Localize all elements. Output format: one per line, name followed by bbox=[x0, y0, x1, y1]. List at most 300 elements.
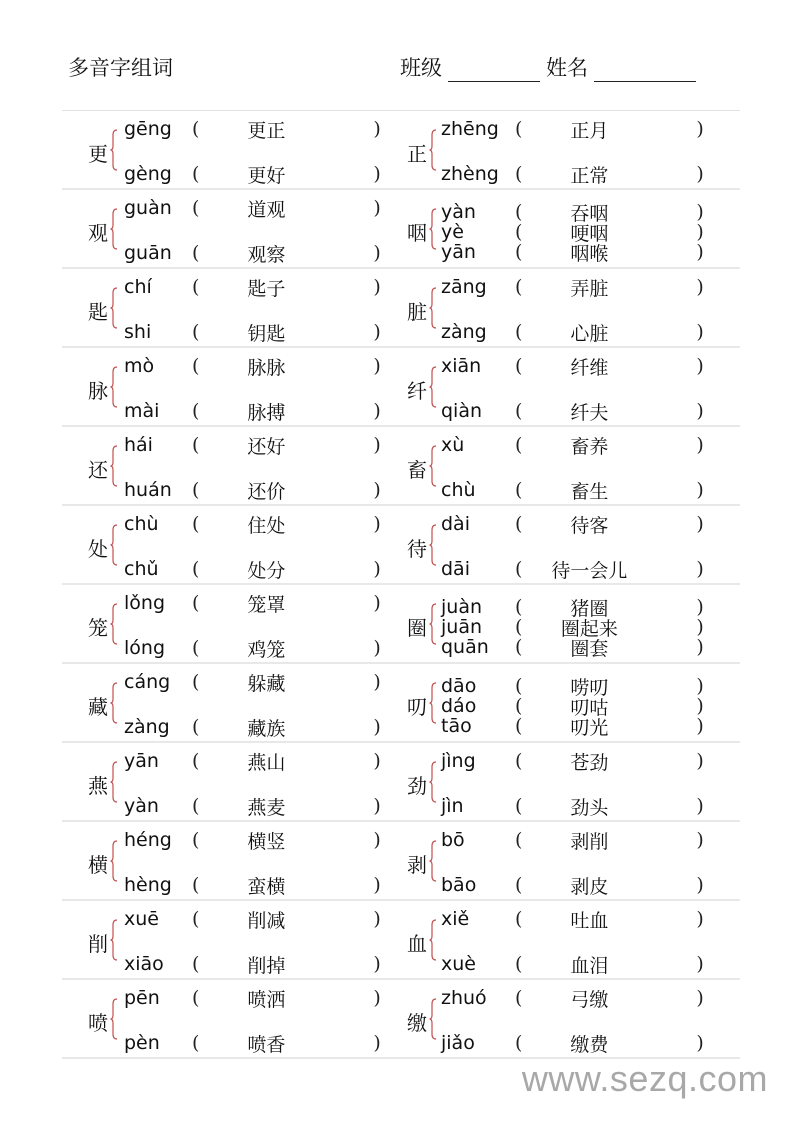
example-word[interactable]: 吐血 bbox=[570, 909, 609, 932]
pinyin: héng bbox=[124, 829, 172, 851]
open-paren: ( bbox=[515, 558, 523, 580]
pinyin: tāo bbox=[441, 715, 472, 737]
open-paren: ( bbox=[192, 750, 200, 772]
reading-line bbox=[124, 670, 401, 694]
reading-line bbox=[441, 952, 740, 976]
polyphone-character: 喷 bbox=[88, 1011, 108, 1035]
close-paren: ) bbox=[696, 479, 704, 501]
example-word[interactable]: 观察 bbox=[247, 243, 286, 266]
pinyin: pēn bbox=[124, 987, 160, 1009]
pinyin: yè bbox=[441, 221, 464, 243]
table-row bbox=[62, 980, 740, 1059]
pinyin: zhèng bbox=[441, 163, 499, 185]
pinyin: dáo bbox=[441, 695, 477, 717]
close-paren: ) bbox=[373, 163, 381, 185]
close-paren: ) bbox=[696, 241, 704, 263]
close-paren: ) bbox=[373, 321, 381, 343]
open-paren: ( bbox=[192, 987, 200, 1009]
pinyin: gēng bbox=[124, 118, 172, 140]
open-paren: ( bbox=[515, 829, 523, 851]
close-paren: ) bbox=[373, 558, 381, 580]
pinyin: guàn bbox=[124, 197, 172, 219]
readings-list bbox=[441, 190, 740, 267]
table-row bbox=[62, 506, 740, 585]
open-paren: ( bbox=[515, 750, 523, 772]
pinyin: pèn bbox=[124, 1032, 160, 1054]
curly-brace-icon bbox=[110, 919, 118, 961]
close-paren: ) bbox=[696, 596, 704, 618]
polyphone-entry bbox=[401, 822, 740, 899]
pinyin: shi bbox=[124, 321, 152, 343]
polyphone-character: 劲 bbox=[407, 774, 427, 798]
open-paren: ( bbox=[515, 874, 523, 896]
example-word[interactable]: 笼罩 bbox=[247, 593, 286, 616]
example-word[interactable]: 正常 bbox=[570, 164, 609, 187]
curly-brace-icon bbox=[110, 840, 118, 882]
polyphone-entry bbox=[401, 348, 740, 425]
close-paren: ) bbox=[696, 513, 704, 535]
example-word[interactable]: 劲头 bbox=[570, 796, 609, 819]
open-paren: ( bbox=[192, 558, 200, 580]
readings-list bbox=[441, 269, 740, 346]
open-paren: ( bbox=[515, 201, 523, 223]
reading-line bbox=[441, 635, 740, 659]
open-paren: ( bbox=[192, 276, 200, 298]
polyphone-entry bbox=[401, 269, 740, 346]
reading-line bbox=[124, 986, 401, 1010]
example-word[interactable]: 纤维 bbox=[570, 356, 609, 379]
reading-line bbox=[124, 433, 401, 457]
pinyin: hái bbox=[124, 434, 153, 456]
readings-list bbox=[124, 743, 401, 820]
curly-brace-icon bbox=[429, 366, 437, 408]
example-word[interactable]: 道观 bbox=[247, 198, 286, 221]
open-paren: ( bbox=[515, 221, 523, 243]
readings-list bbox=[124, 506, 401, 583]
close-paren: ) bbox=[373, 671, 381, 693]
polyphone-character: 正 bbox=[407, 142, 427, 166]
example-word[interactable]: 钥匙 bbox=[247, 322, 286, 345]
example-word[interactable]: 苍劲 bbox=[570, 751, 609, 774]
example-word[interactable]: 纤夫 bbox=[570, 401, 609, 424]
polyphone-entry bbox=[401, 743, 740, 820]
curly-brace-icon bbox=[110, 761, 118, 803]
reading-line bbox=[124, 196, 401, 220]
polyphone-character: 待 bbox=[407, 537, 427, 561]
readings-list bbox=[124, 190, 401, 267]
open-paren: ( bbox=[515, 675, 523, 697]
open-paren: ( bbox=[192, 163, 200, 185]
open-paren: ( bbox=[192, 1032, 200, 1054]
example-word[interactable]: 圈起来 bbox=[560, 617, 618, 640]
curly-brace-icon bbox=[110, 682, 118, 724]
close-paren: ) bbox=[373, 795, 381, 817]
reading-line bbox=[441, 117, 740, 141]
close-paren: ) bbox=[373, 355, 381, 377]
close-paren: ) bbox=[373, 513, 381, 535]
polyphone-character: 叨 bbox=[407, 695, 427, 719]
curly-brace-icon bbox=[429, 208, 437, 250]
example-word[interactable]: 脉脉 bbox=[247, 356, 286, 379]
polyphone-character: 处 bbox=[88, 537, 108, 561]
reading-line bbox=[441, 557, 740, 581]
polyphone-character: 纤 bbox=[407, 379, 427, 403]
readings-list bbox=[124, 111, 401, 188]
reading-line bbox=[124, 636, 401, 660]
close-paren: ) bbox=[696, 321, 704, 343]
close-paren: ) bbox=[696, 201, 704, 223]
pinyin: xiāo bbox=[124, 953, 164, 975]
pinyin: quān bbox=[441, 636, 489, 658]
open-paren: ( bbox=[515, 118, 523, 140]
open-paren: ( bbox=[192, 197, 200, 219]
student-info-fields bbox=[400, 52, 702, 82]
close-paren: ) bbox=[373, 987, 381, 1009]
pinyin: zāng bbox=[441, 276, 487, 298]
pinyin: dài bbox=[441, 513, 470, 535]
open-paren: ( bbox=[192, 434, 200, 456]
pinyin: yàn bbox=[441, 201, 476, 223]
close-paren: ) bbox=[696, 118, 704, 140]
pinyin: zhēng bbox=[441, 118, 499, 140]
polyphone-entry bbox=[62, 190, 401, 267]
close-paren: ) bbox=[373, 829, 381, 851]
polyphone-table bbox=[62, 110, 740, 1059]
open-paren: ( bbox=[192, 400, 200, 422]
polyphone-entry bbox=[62, 664, 401, 741]
example-word[interactable]: 匙子 bbox=[247, 277, 286, 300]
example-word[interactable]: 还好 bbox=[247, 435, 286, 458]
open-paren: ( bbox=[192, 795, 200, 817]
polyphone-character: 藏 bbox=[88, 695, 108, 719]
readings-list bbox=[441, 506, 740, 583]
open-paren: ( bbox=[192, 716, 200, 738]
reading-line bbox=[441, 512, 740, 536]
reading-line bbox=[441, 828, 740, 852]
pinyin: xuè bbox=[441, 953, 476, 975]
reading-line bbox=[441, 320, 740, 344]
open-paren: ( bbox=[192, 671, 200, 693]
open-paren: ( bbox=[192, 908, 200, 930]
polyphone-character: 剥 bbox=[407, 853, 427, 877]
readings-list bbox=[441, 348, 740, 425]
close-paren: ) bbox=[373, 118, 381, 140]
example-word[interactable]: 鸡笼 bbox=[247, 638, 286, 661]
close-paren: ) bbox=[696, 1032, 704, 1054]
polyphone-entry bbox=[401, 664, 740, 741]
reading-line bbox=[441, 714, 740, 738]
close-paren: ) bbox=[696, 829, 704, 851]
polyphone-character: 横 bbox=[88, 853, 108, 877]
example-word[interactable]: 蛮横 bbox=[247, 875, 286, 898]
curly-brace-icon bbox=[429, 445, 437, 487]
pinyin: juàn bbox=[441, 596, 483, 618]
pinyin: mài bbox=[124, 400, 160, 422]
reading-line bbox=[441, 162, 740, 186]
reading-line bbox=[124, 241, 401, 265]
open-paren: ( bbox=[192, 874, 200, 896]
example-word[interactable]: 弓缴 bbox=[570, 988, 609, 1011]
pinyin: xiān bbox=[441, 355, 482, 377]
pinyin: bāo bbox=[441, 874, 477, 896]
example-word[interactable]: 住处 bbox=[247, 514, 286, 537]
curly-brace-icon bbox=[429, 998, 437, 1040]
close-paren: ) bbox=[696, 163, 704, 185]
example-word[interactable]: 猪圈 bbox=[570, 597, 609, 620]
curly-brace-icon bbox=[429, 524, 437, 566]
reading-line bbox=[441, 794, 740, 818]
polyphone-entry bbox=[62, 822, 401, 899]
pinyin: chǔ bbox=[124, 558, 159, 580]
curly-brace-icon bbox=[429, 682, 437, 724]
example-word[interactable]: 畜生 bbox=[570, 480, 609, 503]
reading-line bbox=[124, 117, 401, 141]
table-row bbox=[62, 901, 740, 980]
example-word[interactable]: 叨光 bbox=[570, 716, 609, 739]
open-paren: ( bbox=[192, 592, 200, 614]
table-row bbox=[62, 427, 740, 506]
example-word[interactable]: 横竖 bbox=[247, 830, 286, 853]
polyphone-entry bbox=[401, 506, 740, 583]
readings-list bbox=[441, 743, 740, 820]
close-paren: ) bbox=[696, 221, 704, 243]
pinyin: zàng bbox=[124, 716, 170, 738]
reading-line bbox=[124, 320, 401, 344]
close-paren: ) bbox=[373, 637, 381, 659]
polyphone-character: 缴 bbox=[407, 1011, 427, 1035]
close-paren: ) bbox=[696, 908, 704, 930]
close-paren: ) bbox=[696, 874, 704, 896]
close-paren: ) bbox=[696, 675, 704, 697]
close-paren: ) bbox=[696, 355, 704, 377]
readings-list bbox=[441, 980, 740, 1057]
close-paren: ) bbox=[373, 197, 381, 219]
polyphone-character: 更 bbox=[88, 142, 108, 166]
polyphone-character: 燕 bbox=[88, 774, 108, 798]
curly-brace-icon bbox=[110, 287, 118, 329]
table-row bbox=[62, 190, 740, 269]
example-word[interactable]: 剥皮 bbox=[570, 875, 609, 898]
polyphone-character: 圈 bbox=[407, 616, 427, 640]
pinyin: qiàn bbox=[441, 400, 483, 422]
close-paren: ) bbox=[373, 953, 381, 975]
readings-list bbox=[124, 901, 401, 978]
readings-list bbox=[124, 664, 401, 741]
polyphone-character: 笼 bbox=[88, 616, 108, 640]
reading-line bbox=[441, 354, 740, 378]
close-paren: ) bbox=[696, 715, 704, 737]
example-word[interactable]: 燕山 bbox=[247, 751, 286, 774]
curly-brace-icon bbox=[110, 129, 118, 171]
reading-line bbox=[124, 275, 401, 299]
curly-brace-icon bbox=[429, 287, 437, 329]
polyphone-entry bbox=[62, 980, 401, 1057]
close-paren: ) bbox=[373, 434, 381, 456]
pinyin: jìng bbox=[441, 750, 476, 772]
class-blank[interactable] bbox=[448, 57, 540, 82]
example-word[interactable]: 血泪 bbox=[570, 954, 609, 977]
reading-line bbox=[441, 240, 740, 264]
example-word[interactable]: 叨咕 bbox=[570, 696, 609, 719]
pinyin: xù bbox=[441, 434, 465, 456]
curly-brace-icon bbox=[429, 129, 437, 171]
open-paren: ( bbox=[192, 637, 200, 659]
pinyin: juān bbox=[441, 616, 483, 638]
example-word[interactable]: 畜养 bbox=[570, 435, 609, 458]
close-paren: ) bbox=[373, 400, 381, 422]
example-word[interactable]: 还价 bbox=[247, 480, 286, 503]
pinyin: chù bbox=[441, 479, 476, 501]
reading-line bbox=[441, 1031, 740, 1055]
reading-line bbox=[124, 952, 401, 976]
open-paren: ( bbox=[515, 355, 523, 377]
reading-line bbox=[441, 399, 740, 423]
example-word[interactable]: 吞咽 bbox=[570, 202, 609, 225]
polyphone-character: 还 bbox=[88, 458, 108, 482]
pinyin: yān bbox=[441, 241, 476, 263]
example-word[interactable]: 削掉 bbox=[247, 954, 286, 977]
curly-brace-icon bbox=[110, 998, 118, 1040]
pinyin: yān bbox=[124, 750, 159, 772]
polyphone-entry bbox=[401, 111, 740, 188]
pinyin: hèng bbox=[124, 874, 172, 896]
close-paren: ) bbox=[373, 592, 381, 614]
polyphone-entry bbox=[401, 190, 740, 267]
polyphone-character: 脏 bbox=[407, 300, 427, 324]
example-word[interactable]: 剥削 bbox=[570, 830, 609, 853]
open-paren: ( bbox=[515, 434, 523, 456]
close-paren: ) bbox=[373, 479, 381, 501]
reading-line bbox=[441, 986, 740, 1010]
worksheet-title: 多音字组词 bbox=[68, 56, 173, 80]
close-paren: ) bbox=[696, 636, 704, 658]
example-word[interactable]: 唠叨 bbox=[570, 676, 609, 699]
open-paren: ( bbox=[515, 987, 523, 1009]
example-word[interactable]: 削减 bbox=[247, 909, 286, 932]
example-word[interactable]: 正月 bbox=[570, 119, 609, 142]
readings-list bbox=[124, 269, 401, 346]
close-paren: ) bbox=[373, 874, 381, 896]
open-paren: ( bbox=[192, 479, 200, 501]
reading-line bbox=[124, 162, 401, 186]
open-paren: ( bbox=[515, 795, 523, 817]
pinyin: xiě bbox=[441, 908, 470, 930]
close-paren: ) bbox=[373, 276, 381, 298]
example-word[interactable]: 燕麦 bbox=[247, 796, 286, 819]
reading-line bbox=[124, 512, 401, 536]
table-row bbox=[62, 585, 740, 664]
example-word[interactable]: 喷香 bbox=[247, 1033, 286, 1056]
class-label: 班级 bbox=[400, 56, 442, 80]
open-paren: ( bbox=[192, 321, 200, 343]
curly-brace-icon bbox=[429, 603, 437, 645]
close-paren: ) bbox=[696, 400, 704, 422]
close-paren: ) bbox=[696, 795, 704, 817]
reading-line bbox=[124, 478, 401, 502]
readings-list bbox=[441, 822, 740, 899]
polyphone-character: 咽 bbox=[407, 221, 427, 245]
pinyin: yàn bbox=[124, 795, 159, 817]
open-paren: ( bbox=[515, 479, 523, 501]
readings-list bbox=[441, 585, 740, 662]
example-word[interactable]: 喷洒 bbox=[247, 988, 286, 1011]
polyphone-entry bbox=[62, 585, 401, 662]
polyphone-character: 观 bbox=[88, 221, 108, 245]
open-paren: ( bbox=[515, 163, 523, 185]
example-word[interactable]: 待客 bbox=[570, 514, 609, 537]
example-word[interactable]: 脉搏 bbox=[247, 401, 286, 424]
example-word[interactable]: 心脏 bbox=[570, 322, 609, 345]
curly-brace-icon bbox=[110, 366, 118, 408]
curly-brace-icon bbox=[110, 445, 118, 487]
reading-line bbox=[124, 749, 401, 773]
close-paren: ) bbox=[696, 616, 704, 638]
polyphone-entry bbox=[401, 901, 740, 978]
example-word[interactable]: 更好 bbox=[247, 164, 286, 187]
table-row bbox=[62, 743, 740, 822]
pinyin: lóng bbox=[124, 637, 166, 659]
example-word[interactable]: 弄脏 bbox=[570, 277, 609, 300]
example-word[interactable]: 缴费 bbox=[570, 1033, 609, 1056]
open-paren: ( bbox=[192, 242, 200, 264]
reading-line bbox=[124, 354, 401, 378]
close-paren: ) bbox=[696, 558, 704, 580]
name-blank[interactable] bbox=[594, 57, 696, 82]
open-paren: ( bbox=[515, 596, 523, 618]
polyphone-entry bbox=[62, 269, 401, 346]
example-word[interactable]: 藏族 bbox=[247, 717, 286, 740]
open-paren: ( bbox=[515, 276, 523, 298]
polyphone-character: 脉 bbox=[88, 379, 108, 403]
open-paren: ( bbox=[515, 400, 523, 422]
pinyin: bō bbox=[441, 829, 465, 851]
close-paren: ) bbox=[696, 953, 704, 975]
pinyin: gèng bbox=[124, 163, 172, 185]
close-paren: ) bbox=[696, 434, 704, 456]
close-paren: ) bbox=[373, 716, 381, 738]
open-paren: ( bbox=[192, 118, 200, 140]
example-word[interactable]: 躲藏 bbox=[247, 672, 286, 695]
open-paren: ( bbox=[515, 636, 523, 658]
readings-list bbox=[441, 664, 740, 741]
open-paren: ( bbox=[515, 616, 523, 638]
curly-brace-icon bbox=[429, 761, 437, 803]
example-word[interactable]: 更正 bbox=[247, 119, 286, 142]
reading-line bbox=[441, 433, 740, 457]
open-paren: ( bbox=[515, 1032, 523, 1054]
example-word[interactable]: 处分 bbox=[247, 559, 286, 582]
readings-list bbox=[441, 111, 740, 188]
reading-line bbox=[124, 828, 401, 852]
reading-line bbox=[124, 399, 401, 423]
open-paren: ( bbox=[515, 908, 523, 930]
reading-line bbox=[124, 715, 401, 739]
table-row bbox=[62, 822, 740, 901]
polyphone-entry bbox=[62, 743, 401, 820]
reading-line bbox=[441, 749, 740, 773]
reading-line bbox=[441, 478, 740, 502]
example-word[interactable]: 圈套 bbox=[570, 637, 609, 660]
pinyin: zhuó bbox=[441, 987, 487, 1009]
example-word[interactable]: 哽咽 bbox=[570, 222, 609, 245]
example-word[interactable]: 咽喉 bbox=[570, 242, 609, 265]
pinyin: lǒng bbox=[124, 592, 166, 614]
reading-line bbox=[124, 907, 401, 931]
close-paren: ) bbox=[373, 908, 381, 930]
example-word[interactable]: 待一会儿 bbox=[551, 559, 628, 582]
pinyin: mò bbox=[124, 355, 155, 377]
polyphone-character: 削 bbox=[88, 932, 108, 956]
